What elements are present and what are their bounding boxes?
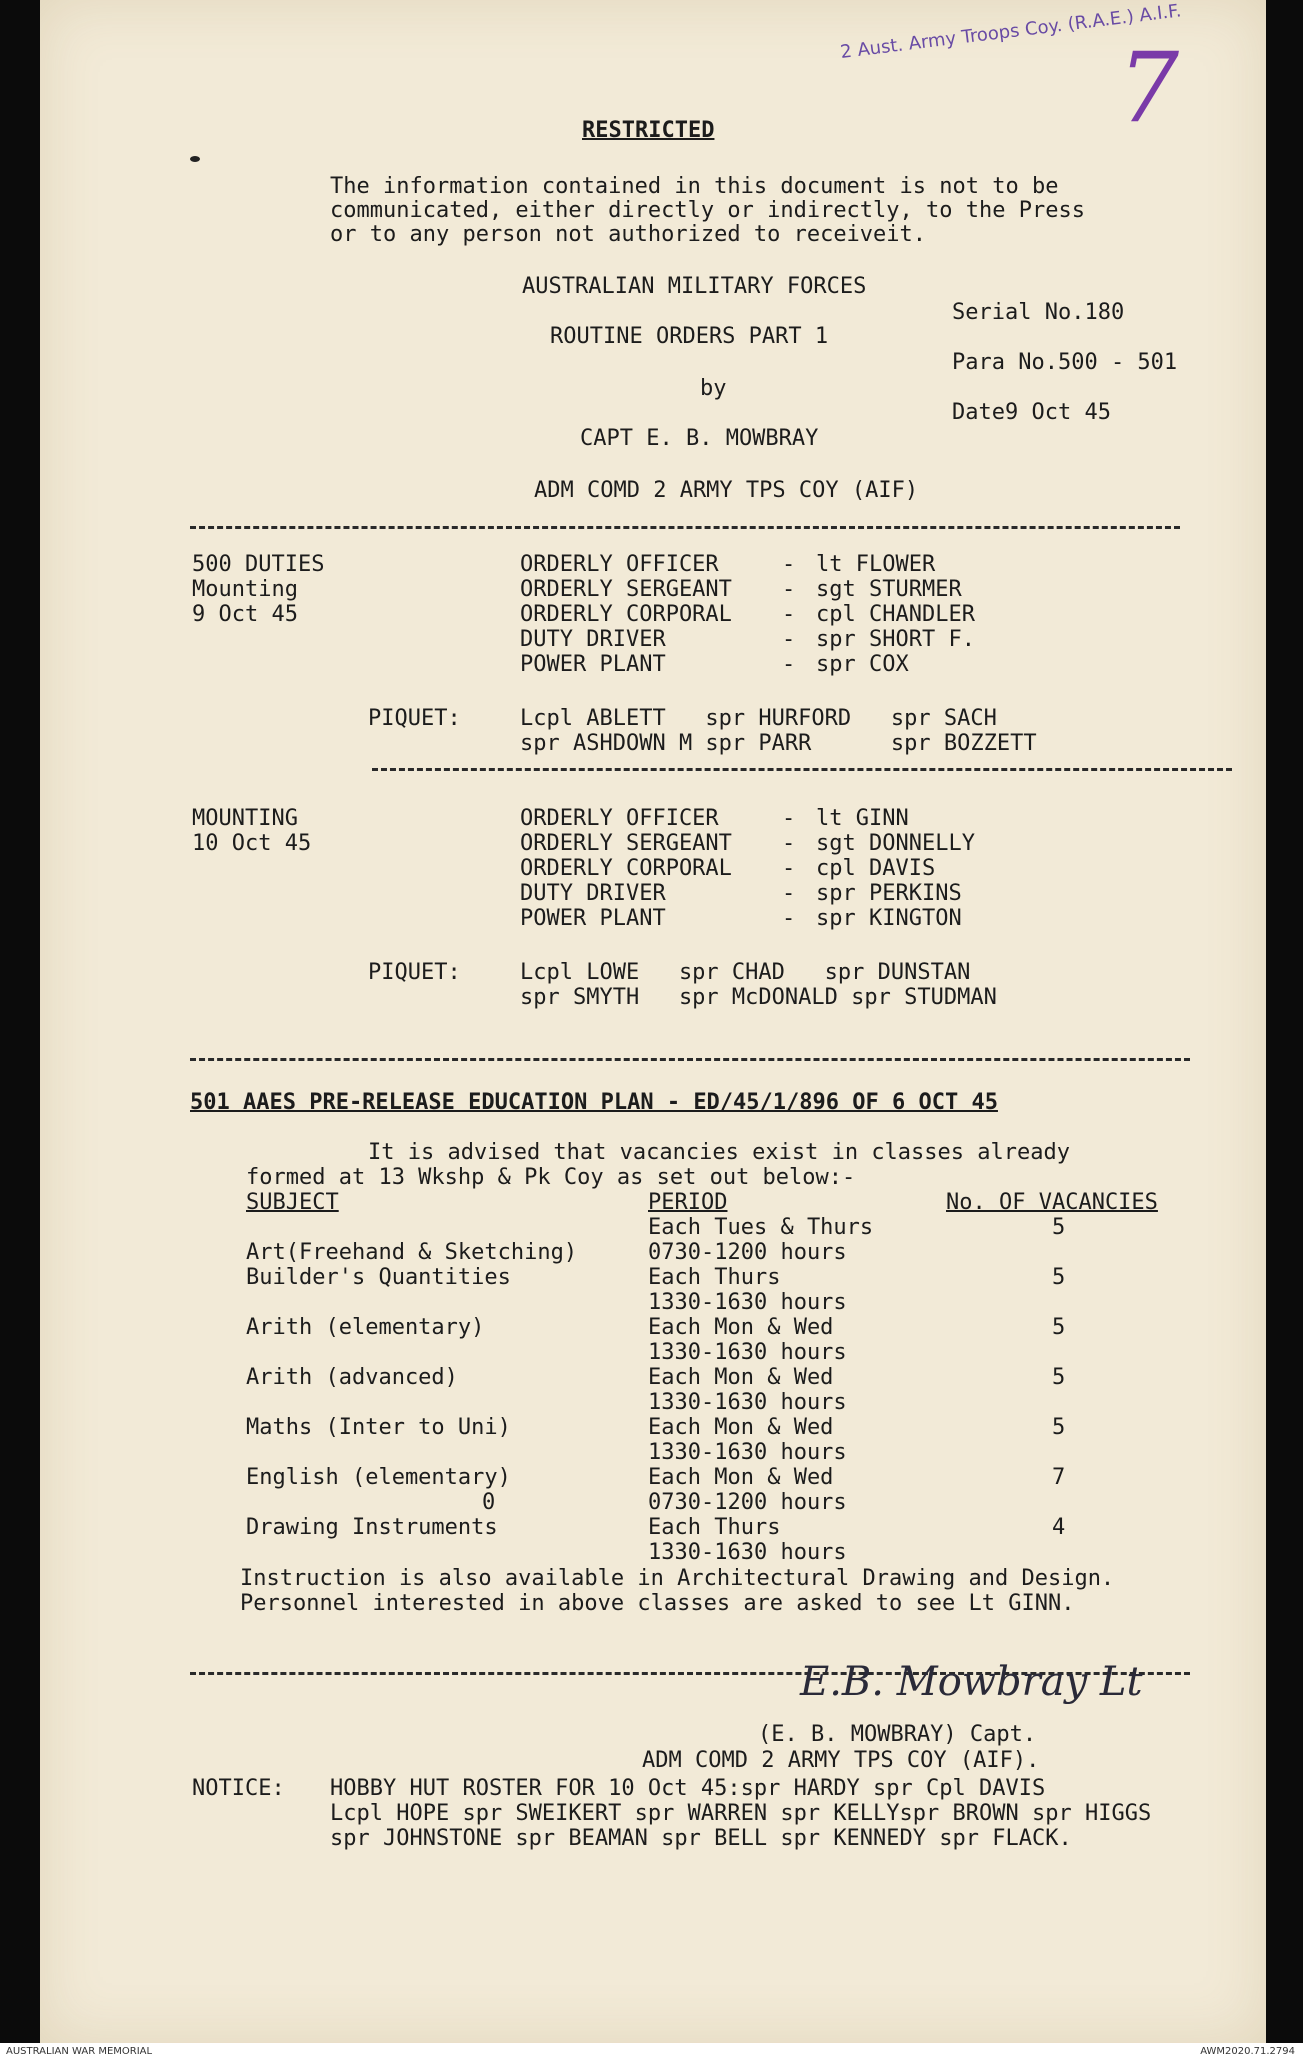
- duty-role: ORDERLY OFFICER: [520, 552, 719, 577]
- class-subject: Drawing Instruments: [246, 1515, 498, 1540]
- order-date: Date9 Oct 45: [952, 400, 1111, 425]
- notice-line: HOBBY HUT ROSTER FOR 10 Oct 45:spr HARDY spr Cpl DAVIS: [330, 1776, 1046, 1801]
- column-period: PERIOD: [648, 1190, 728, 1215]
- document-page: [40, 0, 1266, 2043]
- column-vacancies: No. OF VACANCIES: [946, 1190, 1158, 1215]
- class-vacancies: 5: [1052, 1265, 1066, 1290]
- class-period: Each Thurs: [648, 1265, 781, 1290]
- duty-dash: -: [782, 906, 796, 931]
- class-period: Each Thurs: [648, 1515, 781, 1540]
- piquet-line: Lcpl LOWE spr CHAD spr DUNSTAN: [520, 960, 971, 985]
- education-intro: formed at 13 Wkshp & Pk Coy as set out below:-: [246, 1165, 856, 1190]
- class-period: 1330-1630 hours: [648, 1540, 847, 1565]
- duties-heading: 500 DUTIES: [192, 552, 325, 577]
- stamp-text: 2 Aust. Army Troops Coy. (R.A.E.) A.I.F.: [839, 0, 1183, 64]
- notice-line: communicated, either directly or indirectly, to the Press: [330, 198, 1085, 223]
- class-vacancies: 5: [1052, 1415, 1066, 1440]
- class-vacancies: 5: [1052, 1365, 1066, 1390]
- class-period: Each Mon & Wed: [648, 1315, 834, 1340]
- education-intro: It is advised that vacancies exist in classes already: [368, 1140, 1070, 1165]
- class-period: 1330-1630 hours: [648, 1390, 847, 1415]
- duty-name: sgt DONNELLY: [816, 831, 975, 856]
- duty-role: ORDERLY OFFICER: [520, 806, 719, 831]
- class-subject: English (elementary): [246, 1465, 511, 1490]
- duty-dash: -: [782, 577, 796, 602]
- class-subject: Arith (elementary): [246, 1315, 485, 1340]
- duty-dash: -: [782, 627, 796, 652]
- duty-dash: -: [782, 602, 796, 627]
- duty-dash: -: [782, 552, 796, 577]
- duty-dash: -: [782, 881, 796, 906]
- punch-mark: [190, 156, 200, 162]
- duty-name: sgt STURMER: [816, 577, 962, 602]
- education-heading: 501 AAES PRE-RELEASE EDUCATION PLAN - ED/45/1/896 OF 6 OCT 45: [190, 1090, 998, 1115]
- closing-line: Personnel interested in above classes are asked to see Lt GINN.: [240, 1591, 1075, 1616]
- signatory-command: ADM COMD 2 ARMY TPS COY (AIF).: [642, 1748, 1040, 1773]
- unit-stamp: [839, 0, 1261, 88]
- class-subject: Arith (advanced): [246, 1365, 458, 1390]
- signature: E.B. Mowbray Lt: [800, 1659, 1143, 1705]
- class-period: 0730-1200 hours: [648, 1490, 847, 1515]
- piquet-line: spr SMYTH spr McDONALD spr STUDMAN: [520, 985, 997, 1010]
- stray-mark: 0: [482, 1490, 496, 1515]
- class-vacancies: 5: [1052, 1315, 1066, 1340]
- notice-line: spr JOHNSTONE spr BEAMAN spr BELL spr KENNEDY spr FLACK.: [330, 1826, 1072, 1851]
- author: CAPT E. B. MOWBRAY: [580, 426, 819, 451]
- archive-footer: [0, 2043, 1303, 2061]
- class-period: Each Mon & Wed: [648, 1415, 834, 1440]
- duty-role: DUTY DRIVER: [520, 627, 666, 652]
- class-vacancies: 5: [1052, 1215, 1066, 1240]
- footer-institution: AUSTRALIAN WAR MEMORIAL: [6, 2046, 153, 2057]
- class-subject: Art(Freehand & Sketching): [246, 1240, 578, 1265]
- piquet-label: PIQUET:: [368, 706, 461, 731]
- class-period: 1330-1630 hours: [648, 1290, 847, 1315]
- class-period: 0730-1200 hours: [648, 1240, 847, 1265]
- duty-name: cpl DAVIS: [816, 856, 936, 881]
- divider: [372, 768, 1232, 771]
- duties-heading: MOUNTING: [192, 806, 298, 831]
- serial-number: Serial No.180: [952, 300, 1125, 325]
- class-period: 1330-1630 hours: [648, 1440, 847, 1465]
- duty-name: lt GINN: [816, 806, 909, 831]
- column-subject: SUBJECT: [246, 1190, 339, 1215]
- duty-role: ORDERLY SERGEANT: [520, 831, 732, 856]
- notice-line: Lcpl HOPE spr SWEIKERT spr WARREN spr KELLYspr BROWN spr HIGGS: [330, 1801, 1152, 1826]
- class-period: Each Mon & Wed: [648, 1365, 834, 1390]
- footer-accession-id: AWM2020.71.2794: [1200, 2046, 1295, 2057]
- class-period: 1330-1630 hours: [648, 1340, 847, 1365]
- piquet-label: PIQUET:: [368, 960, 461, 985]
- duty-name: lt FLOWER: [816, 552, 936, 577]
- duty-dash: -: [782, 652, 796, 677]
- org-name: AUSTRALIAN MILITARY FORCES: [522, 274, 867, 299]
- para-number: Para No.500 - 501: [952, 350, 1178, 375]
- piquet-line: Lcpl ABLETT spr HURFORD spr SACH: [520, 706, 997, 731]
- duty-role: ORDERLY CORPORAL: [520, 856, 732, 881]
- duty-role: DUTY DRIVER: [520, 881, 666, 906]
- class-period: Each Mon & Wed: [648, 1465, 834, 1490]
- duty-dash: -: [782, 831, 796, 856]
- piquet-line: spr ASHDOWN M spr PARR spr BOZZETT: [520, 731, 1037, 756]
- closing-line: Instruction is also available in Architectural Drawing and Design.: [240, 1566, 1115, 1591]
- duty-name: spr KINGTON: [816, 906, 962, 931]
- orders-title: ROUTINE ORDERS PART 1: [550, 324, 829, 349]
- duties-heading: 9 Oct 45: [192, 602, 298, 627]
- duty-dash: -: [782, 856, 796, 881]
- duty-role: POWER PLANT: [520, 652, 666, 677]
- command: ADM COMD 2 ARMY TPS COY (AIF): [534, 478, 919, 503]
- class-subject: Builder's Quantities: [246, 1265, 511, 1290]
- class-subject: Maths (Inter to Uni): [246, 1415, 511, 1440]
- notice-line: or to any person not authorized to receiveit.: [330, 222, 927, 247]
- duty-dash: -: [782, 806, 796, 831]
- divider: [190, 526, 1180, 529]
- restricted-heading: RESTRICTED: [582, 118, 715, 143]
- duty-name: spr SHORT F.: [816, 627, 975, 652]
- notice-label: NOTICE:: [192, 1776, 285, 1801]
- duty-role: ORDERLY SERGEANT: [520, 577, 732, 602]
- class-period: Each Tues & Thurs: [648, 1215, 874, 1240]
- by-label: by: [700, 376, 727, 401]
- duty-role: POWER PLANT: [520, 906, 666, 931]
- duty-name: spr PERKINS: [816, 881, 962, 906]
- notice-line: The information contained in this document is not to be: [330, 174, 1059, 199]
- signatory-name: (E. B. MOWBRAY) Capt.: [758, 1722, 1037, 1747]
- duty-name: spr COX: [816, 652, 909, 677]
- duty-name: cpl CHANDLER: [816, 602, 975, 627]
- duty-role: ORDERLY CORPORAL: [520, 602, 732, 627]
- class-vacancies: 4: [1052, 1515, 1066, 1540]
- handwritten-mark: 7: [1118, 32, 1180, 144]
- divider: [190, 1058, 1190, 1061]
- duties-heading: 10 Oct 45: [192, 831, 312, 856]
- duties-heading: Mounting: [192, 577, 298, 602]
- class-vacancies: 7: [1052, 1465, 1066, 1490]
